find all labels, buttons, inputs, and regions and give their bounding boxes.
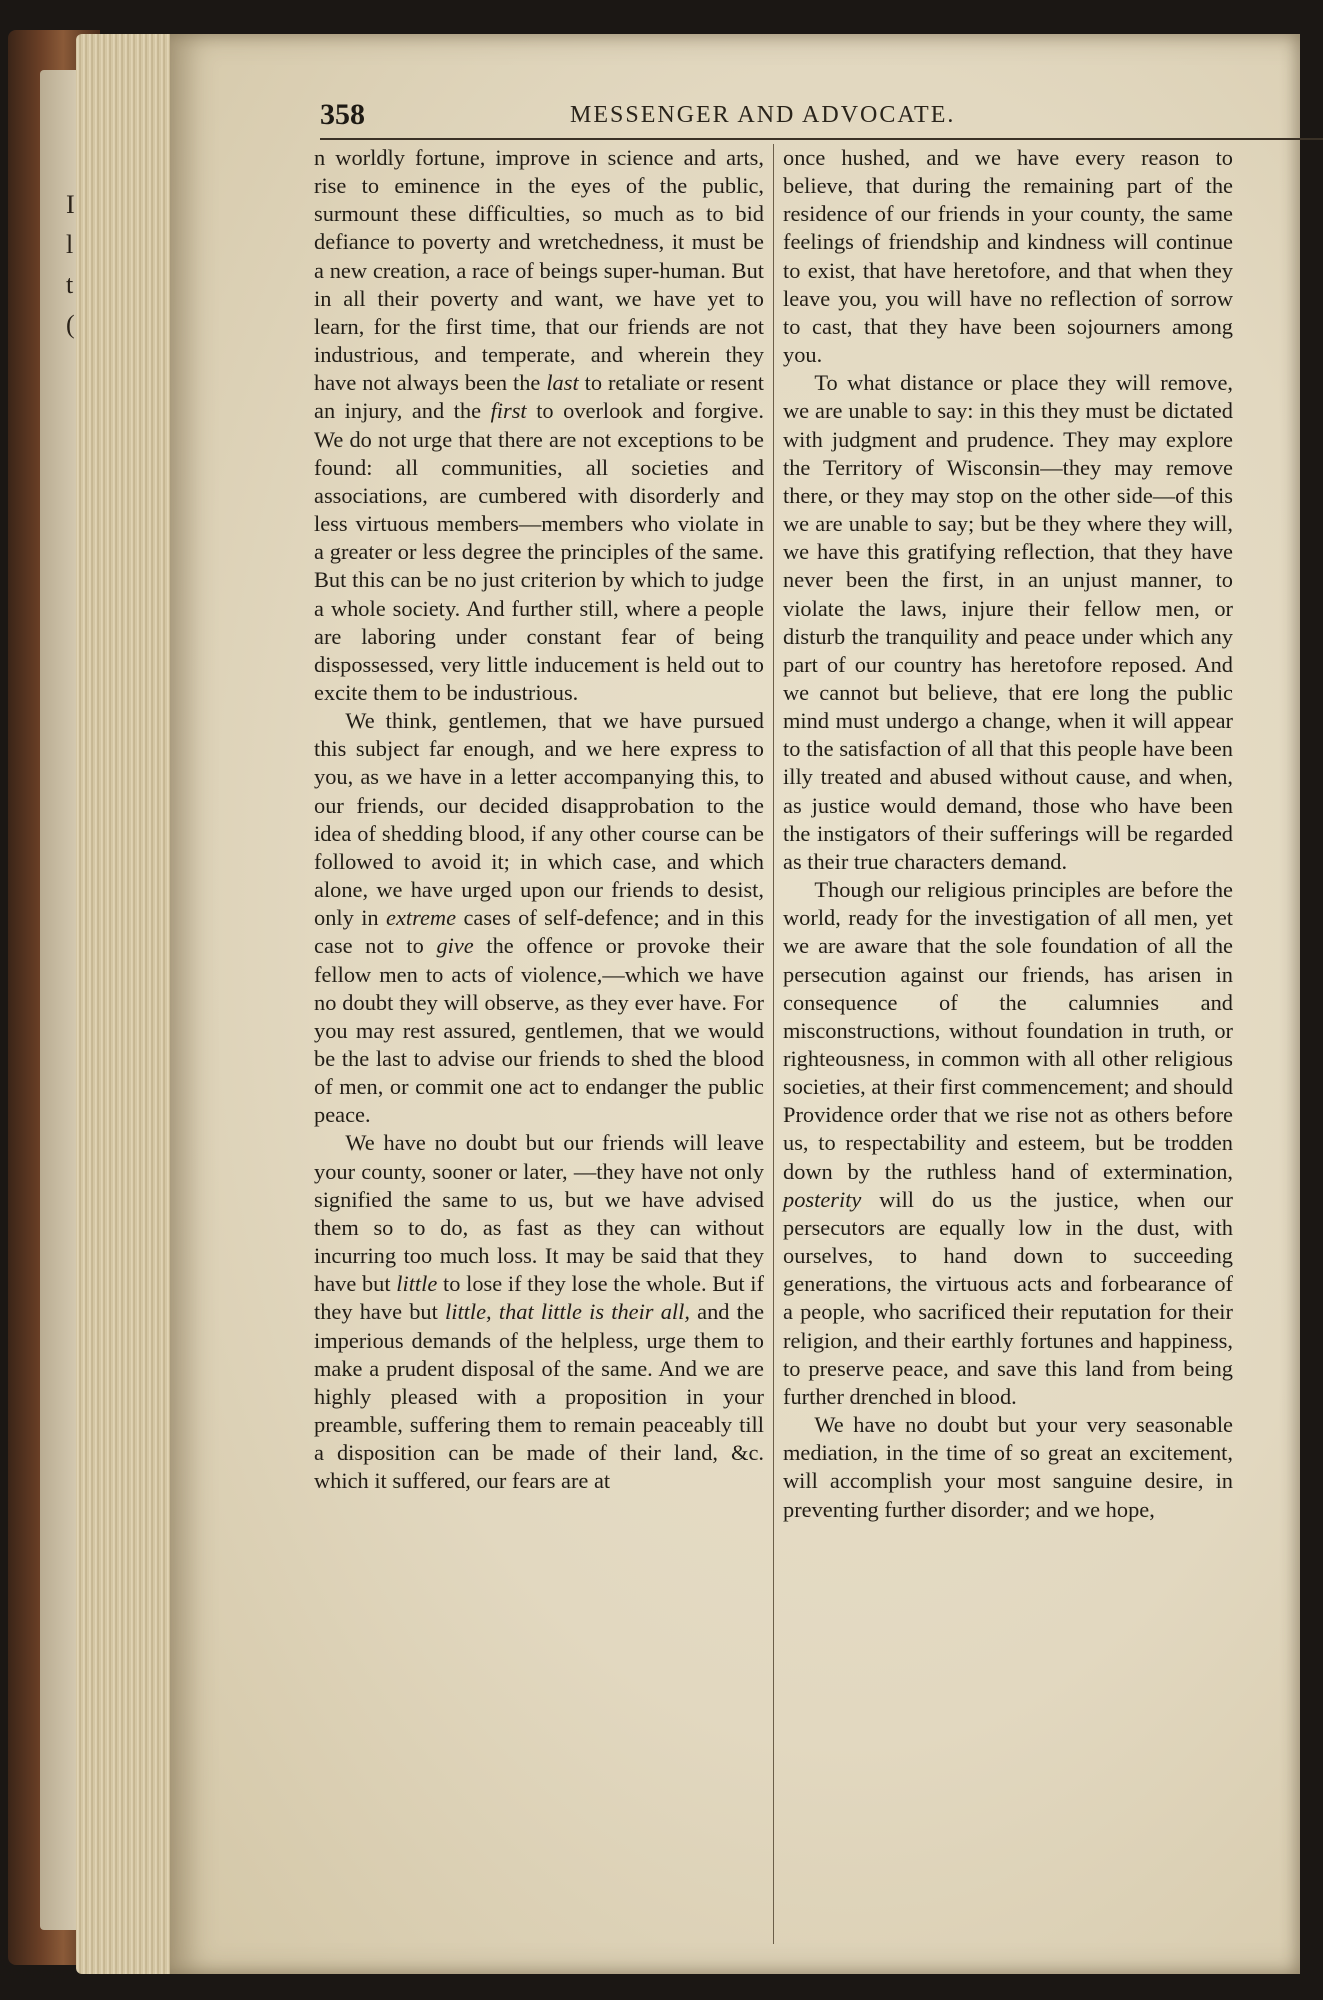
italic-run: give <box>436 933 474 959</box>
text-run: To what distance or place they will remove, we are unable to say: in this they must be dictated with judgment and prudence. They may explore the Territory of Wisconsin—they may remove there, or they may stop on the other side—of this we are unable to say; but be they where they will, we have this gratifying reflection, that they have never been the first, in an unjust manner, to violate the laws, injure their fellow men, or disturb the tranquility and peace under which any part of our country has heretofore reposed. And we cannot but believe, that ere long the public mind must undergo a change, when it will appear to the satisfaction of all that this people have been illy treated and abused without cause, and when, as justice would demand, those who have been the instigators of their sufferings will be regarded as their true characters demand. <box>783 370 1233 874</box>
paragraph <box>783 369 1233 876</box>
text-run: We have no doubt but our friends will leave your county, sooner or later, —they have not only signified the same to us, but we have advised them so to do, as fast as they can without incurring too much loss. It may be said that they have but <box>314 1130 764 1297</box>
paragraph <box>783 1411 1233 1524</box>
page-header <box>320 98 1323 138</box>
text-run: the offence or provoke their fellow men to acts of violence,—which we have no doubt they will observe, as they ever have. For you may rest assured, gentlemen, that we would be the last to advise our friends to shed the blood of men, or commit one act to endanger the public peace. <box>314 933 764 1128</box>
italic-run: extreme <box>386 905 457 931</box>
text-run: to lose if they lose the whole. But if they have but <box>314 1271 764 1325</box>
paragraph <box>314 144 764 707</box>
italic-run: little <box>396 1271 438 1297</box>
text-run: to retaliate or resent an injury, and the <box>314 370 764 424</box>
text-run: to overlook and forgive. We do not urge that there are not exceptions to be found: all communities, all societies and associations, are cumbered with disorderly and less virtuous members—members who violate in a greater or less degree the principles of the same. But this can be no just criterion by which to judge a whole society. And further still, where a people are laboring under constant fear of being dispossessed, very little inducement is held out to excite them to be industrious. <box>314 398 764 705</box>
running-title: MESSENGER AND ADVOCATE. <box>570 102 956 128</box>
previous-page-fragment: ( <box>66 310 75 339</box>
italic-run: last <box>546 370 579 396</box>
paragraph <box>783 144 1233 369</box>
header-rule <box>320 138 1323 140</box>
paragraph <box>783 876 1233 1411</box>
paragraph <box>314 1129 764 1495</box>
page <box>170 34 1300 1974</box>
text-run: will do us the justice, when our persecutors are equally low in the dust, with ourselves, to hand down to succeeding generations, the virtuous acts and forbearance of a people, who sacrificed their reputation for their religion, and their earthly fortunes and happiness, to preserve peace, and save this land from being further drenched in blood. <box>783 1186 1233 1409</box>
text-run: once hushed, and we have every reason to believe, that during the remaining part of the residence of our friends in your county, the same feelings of friendship and kindness will continue to exist, that have heretofore, and that when they leave you, you will have no reflection of sorrow to cast, that they have been sojourners among you. <box>783 145 1233 368</box>
right-column <box>783 144 1233 1524</box>
previous-page-strip <box>40 70 80 1930</box>
column-divider <box>773 144 774 1944</box>
text-run: We have no doubt but your very seasonable mediation, in the time of so great an excitement, will accomplish your most sanguine desire, in preventing further disorder; and we hope, <box>783 1412 1233 1522</box>
text-run: We think, gentlemen, that we have pursued this subject far enough, and we here express to you, as we have in a letter accompanying this, to our friends, our decided disapprobation to the idea of shedding blood, if any other course can be followed to avoid it; in which case, and which alone, we have urged upon our friends to desist, only in <box>314 708 764 931</box>
left-column <box>314 144 764 1496</box>
paragraph <box>314 707 764 1129</box>
previous-page-fragment: t <box>66 270 74 299</box>
previous-page-fragment: I <box>66 190 75 219</box>
previous-page-fragment: l <box>66 230 74 259</box>
page-number: 358 <box>320 98 365 131</box>
italic-run: first <box>490 398 527 424</box>
text-run: and the imperious demands of the helpless, urge them to make a prudent disposal of the same. And we are highly pleased with a proposition in your preamble, suffering them to remain peaceably till a disposition can be made of their land, &c. which it suffered, our fears are at <box>314 1299 765 1494</box>
text-run: Though our religious principles are before the world, ready for the investigation of all men, yet we are aware that the sole foundation of all the persecution against our friends, has arisen in consequence of the calumnies and misconstructions, without foundation in truth, or righteousness, in common with all other religious societies, at their first commencement; and should Providence order that we rise not as others before us, to respectability and esteem, but be trodden down by the ruthless hand of extermination, <box>783 877 1233 1184</box>
text-run: n worldly fortune, improve in science and arts, rise to eminence in the eyes of the public, surmount these difficulties, so much as to bid defiance to poverty and wretchedness, it must be a new creation, a race of beings super-human. But in all their poverty and want, we have yet to learn, for the first time, that our friends are not industrious, and temperate, and wherein they have not always been the <box>314 145 764 396</box>
italic-run: little, that little is their all, <box>445 1299 690 1325</box>
text-run: cases of self-defence; and in this case not to <box>314 905 764 959</box>
italic-run: posterity <box>783 1186 862 1212</box>
